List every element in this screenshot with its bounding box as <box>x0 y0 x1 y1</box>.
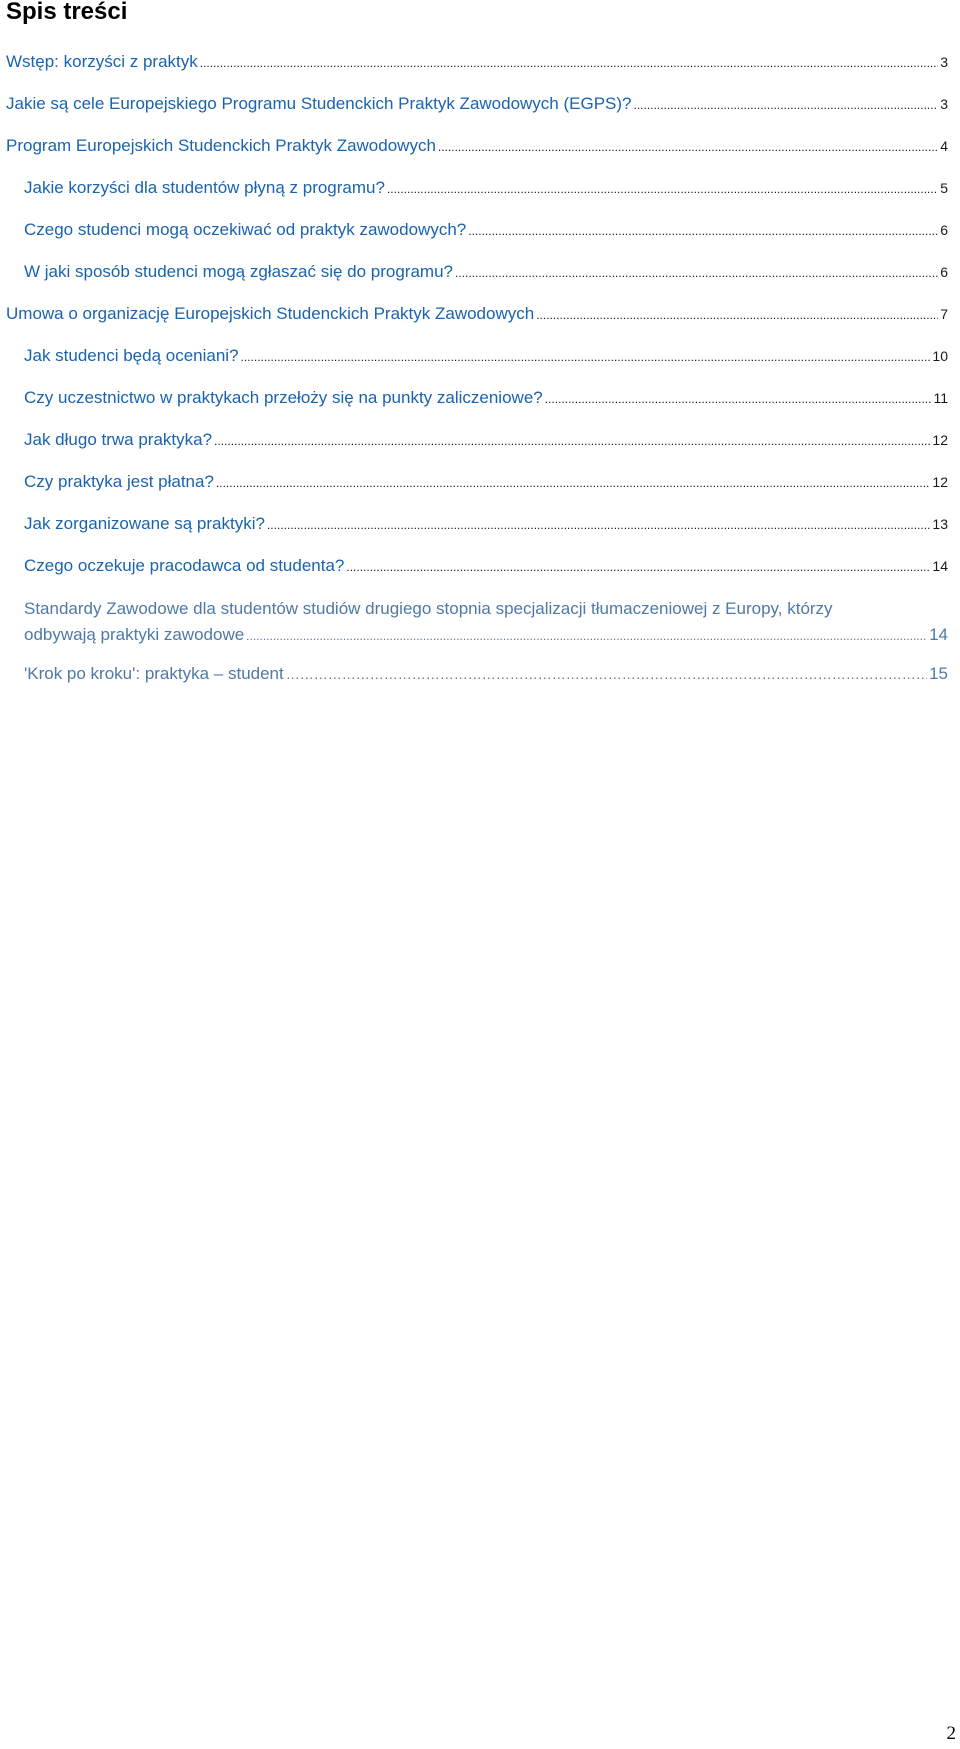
toc-leader-dots <box>216 476 931 490</box>
toc-entry-page: 12 <box>932 474 948 490</box>
toc-entry-program[interactable] <box>6 136 948 156</box>
toc-entry-student-expectations[interactable] <box>24 220 948 240</box>
toc-leader-dots <box>634 98 939 112</box>
toc-leader-ellipsis <box>286 666 927 682</box>
toc-leader-dots <box>438 140 938 154</box>
toc-entry-label: Jakie korzyści dla studentów płyną z programu? <box>24 178 385 197</box>
toc-entry-label: Czego oczekuje pracodawca od studenta? <box>24 556 345 575</box>
toc-entry-intro[interactable] <box>6 52 948 72</box>
toc-entry-label-line1: Standardy Zawodowe dla studentów studiów drugiego stopnia specjalizacji tłumaczeniowej z Europy, którzy <box>24 599 833 618</box>
toc-entry-page: 12 <box>932 432 948 448</box>
toc-entry-assessment[interactable] <box>24 346 948 366</box>
toc-entry-agreement[interactable] <box>6 304 948 324</box>
toc-entry-label: Czy uczestnictwo w praktykach przełoży się na punkty zaliczeniowe? <box>24 388 543 407</box>
toc-entry-label: Czego studenci mogą oczekiwać od praktyk zawodowych? <box>24 220 467 239</box>
toc-entry-label: Wstęp: korzyści z praktyk <box>6 52 198 71</box>
toc-leader-dots <box>246 623 927 649</box>
toc-leader-dots <box>387 182 938 196</box>
toc-leader-dots <box>468 224 938 238</box>
toc-entry-page: 7 <box>940 306 948 322</box>
toc-leader-dots <box>455 266 938 280</box>
toc-leader-dots <box>545 392 932 406</box>
toc-entry-step-by-step[interactable] <box>24 664 948 684</box>
toc-entry-credits[interactable] <box>24 388 948 408</box>
toc-entry-application[interactable] <box>24 262 948 282</box>
toc-entry-professional-standards[interactable] <box>24 596 948 649</box>
toc-leader-dots <box>346 560 930 574</box>
toc-entry-label: Czy praktyka jest płatna? <box>24 472 214 491</box>
toc-entry-page: 6 <box>940 264 948 280</box>
toc-entry-page: 14 <box>929 625 948 644</box>
toc-entry-page: 5 <box>940 180 948 196</box>
toc-entry-page: 10 <box>932 348 948 364</box>
toc-entry-label: 'Krok po kroku': praktyka – student <box>24 664 284 683</box>
toc-entry-page: 11 <box>933 390 948 406</box>
toc-entry-page: 13 <box>932 516 948 532</box>
toc-entry-label: Jak studenci będą oceniani? <box>24 346 239 365</box>
toc-entry-label: Jakie są cele Europejskiego Programu Studenckich Praktyk Zawodowych (EGPS)? <box>6 94 632 113</box>
toc-entry-label: Jak zorganizowane są praktyki? <box>24 514 265 533</box>
page-number: 2 <box>946 1723 956 1744</box>
toc-entry-label: Jak długo trwa praktyka? <box>24 430 213 449</box>
toc-entry-organization[interactable] <box>24 514 948 534</box>
toc-leader-dots <box>214 434 930 448</box>
toc-leader-dots <box>267 518 930 532</box>
toc-entry-duration[interactable] <box>24 430 948 450</box>
toc-title: Spis treści <box>6 0 128 25</box>
toc-leader-dots <box>241 350 931 364</box>
toc-entry-page: 15 <box>929 664 948 683</box>
toc-entry-paid[interactable] <box>24 472 948 492</box>
toc-leader-dots <box>200 56 938 70</box>
toc-entry-label: Umowa o organizację Europejskich Studenckich Praktyk Zawodowych <box>6 304 535 323</box>
toc-entry-page: 3 <box>940 96 948 112</box>
toc-entry-label: Program Europejskich Studenckich Praktyk Zawodowych <box>6 136 436 155</box>
toc-entry-student-benefits[interactable] <box>24 178 948 198</box>
toc-entry-egps-goals[interactable] <box>6 94 948 114</box>
toc-entry-page: 3 <box>940 54 948 70</box>
toc-entry-employer-expectations[interactable] <box>24 556 948 576</box>
toc-entry-label: W jaki sposób studenci mogą zgłaszać się do programu? <box>24 262 453 281</box>
toc-entry-page: 14 <box>932 558 948 574</box>
toc-entry-label-line2: odbywają praktyki zawodowe <box>24 625 245 644</box>
toc-leader-dots <box>536 308 938 322</box>
toc-entry-page: 6 <box>940 222 948 238</box>
toc-entry-page: 4 <box>940 138 948 154</box>
